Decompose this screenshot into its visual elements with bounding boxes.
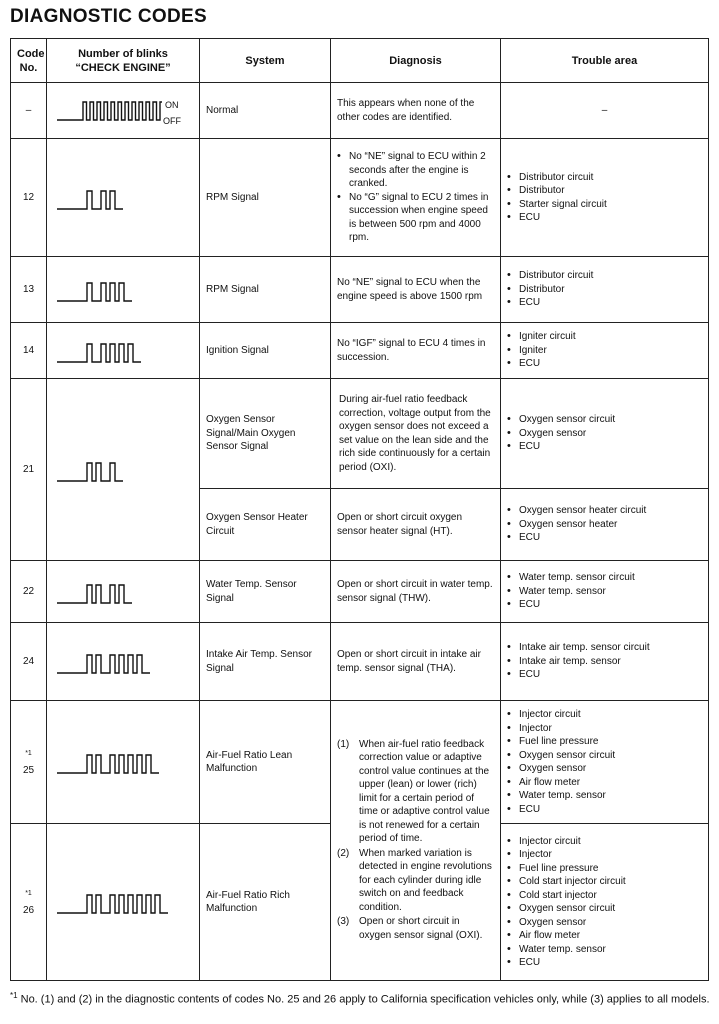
page-title: DIAGNOSTIC CODES (10, 6, 207, 27)
blink-pattern-cell (47, 379, 200, 561)
trouble-item: • Oxygen sensor circuit (507, 413, 702, 427)
blink-pattern-cell (47, 623, 200, 701)
system-cell: RPM Signal (200, 139, 331, 257)
trouble-item: • ECU (507, 440, 702, 454)
trouble-item: • Water temp. sensor (507, 943, 702, 957)
waveform-line (57, 585, 132, 603)
wave-off-label: OFF (163, 115, 181, 126)
trouble-item: • ECU (507, 357, 702, 371)
diagnosis-cell: No “IGF” signal to ECU 4 times in succession. (331, 323, 501, 379)
blink-waveform (53, 647, 194, 677)
diagnosis-item: (1) When air-fuel ratio feedback correction value or adaptive control value continues at the upper (lean) or lower (rich) limit for a certain period of time or adaptive control value is not renewed for a certain period of time. (337, 738, 490, 845)
trouble-item: • Fuel line pressure (507, 862, 702, 876)
trouble-item: • Water temp. sensor (507, 585, 702, 599)
system-cell: Water Temp. Sensor Signal (200, 561, 331, 623)
code-cell: 22 (11, 561, 47, 623)
trouble-item: • Cold start injector (507, 889, 702, 903)
trouble-item: • Air flow meter (507, 929, 702, 943)
table-row (11, 83, 709, 139)
table-row (11, 623, 709, 701)
blink-waveform (53, 94, 194, 128)
waveform-line (57, 283, 132, 301)
blink-waveform (53, 336, 194, 366)
trouble-item: • Oxygen sensor circuit (507, 902, 702, 916)
trouble-item: • Distributor (507, 184, 702, 198)
blink-waveform (53, 455, 194, 485)
table-row (11, 139, 709, 257)
header-system: System (200, 39, 331, 83)
trouble-item: • Igniter circuit (507, 330, 702, 344)
trouble-area-cell (501, 257, 709, 323)
trouble-item: • ECU (507, 956, 702, 970)
diagnosis-cell: Open or short circuit oxygen sensor heater signal (HT). (331, 489, 501, 561)
trouble-item: • Distributor circuit (507, 269, 702, 283)
trouble-item: • Oxygen sensor heater circuit (507, 504, 702, 518)
system-cell: Air-Fuel Ratio Lean Malfunction (200, 701, 331, 824)
trouble-item: • Injector (507, 722, 702, 736)
header-diagnosis: Diagnosis (331, 39, 501, 83)
table-row (11, 561, 709, 623)
blink-waveform (53, 183, 194, 213)
diagnosis-item: • No “NE” signal to ECU within 2 seconds after the engine is cranked. (337, 150, 494, 191)
code-cell: 13 (11, 257, 47, 323)
trouble-item: • Oxygen sensor (507, 762, 702, 776)
code-cell (11, 701, 47, 824)
system-cell: Oxygen Sensor Heater Circuit (200, 489, 331, 561)
waveform-line (57, 191, 123, 209)
code-cell: 12 (11, 139, 47, 257)
trouble-item: • Oxygen sensor (507, 427, 702, 441)
diagnosis-item: • No “G” signal to ECU 2 times in succession when engine speed is between 500 rpm and 4000 rpm. (337, 191, 494, 245)
blink-waveform (53, 887, 194, 917)
header-code: Code No. (11, 39, 47, 83)
header-trouble-area: Trouble area (501, 39, 709, 83)
header-row (11, 39, 709, 83)
trouble-item: • Oxygen sensor heater (507, 518, 702, 532)
trouble-area-cell (501, 139, 709, 257)
footnote-mark: *1 (10, 991, 18, 1000)
trouble-item: • Igniter (507, 344, 702, 358)
diagnostic-codes-table (10, 38, 709, 981)
trouble-area-cell (501, 379, 709, 489)
footnote (10, 989, 710, 1007)
trouble-area-cell (501, 701, 709, 824)
waveform-line (57, 655, 150, 673)
trouble-item: • ECU (507, 211, 702, 225)
code-cell: 14 (11, 323, 47, 379)
trouble-area-cell: – (501, 83, 709, 139)
trouble-item: • Injector circuit (507, 835, 702, 849)
trouble-item: • Injector circuit (507, 708, 702, 722)
header-blinks: Number of blinks “CHECK ENGINE” (47, 39, 200, 83)
waveform-line (57, 463, 123, 481)
system-cell: Intake Air Temp. Sensor Signal (200, 623, 331, 701)
trouble-item: • Oxygen sensor (507, 916, 702, 930)
footnote-mark: *1 (25, 889, 32, 897)
waveform-line (57, 755, 159, 773)
blink-pattern-cell (47, 561, 200, 623)
waveform-line (57, 344, 141, 362)
system-cell: RPM Signal (200, 257, 331, 323)
table-row (11, 379, 709, 489)
waveform-line (57, 102, 162, 120)
trouble-item: • Fuel line pressure (507, 735, 702, 749)
trouble-item: • Distributor (507, 283, 702, 297)
code-cell: 24 (11, 623, 47, 701)
waveform-line (57, 895, 168, 913)
system-cell: Air-Fuel Ratio Rich Malfunction (200, 824, 331, 981)
diagnosis-cell (331, 701, 501, 981)
wave-on-label: ON (165, 99, 179, 110)
trouble-item: • ECU (507, 531, 702, 545)
blink-waveform (53, 577, 194, 607)
code-number: 25 (22, 764, 35, 776)
trouble-area-cell (501, 489, 709, 561)
blink-waveform (53, 747, 194, 777)
trouble-item: • Intake air temp. sensor circuit (507, 641, 702, 655)
trouble-item: • Water temp. sensor (507, 789, 702, 803)
trouble-item: • Starter signal circuit (507, 198, 702, 212)
trouble-area-cell (501, 824, 709, 981)
trouble-area-cell (501, 623, 709, 701)
code-number: 26 (22, 904, 35, 916)
blink-pattern-cell (47, 824, 200, 981)
trouble-item: • Air flow meter (507, 776, 702, 790)
footnote-text: No. (1) and (2) in the diagnostic contents of codes No. 25 and 26 apply to California specification vehicles only, while (3) applies to all models. (20, 993, 710, 1006)
code-cell: – (11, 83, 47, 139)
trouble-item: • Intake air temp. sensor (507, 655, 702, 669)
trouble-item: • Cold start injector circuit (507, 875, 702, 889)
diagnosis-cell: No “NE” signal to ECU when the engine speed is above 1500 rpm (331, 257, 501, 323)
diagnosis-cell (331, 139, 501, 257)
trouble-item: • Distributor circuit (507, 171, 702, 185)
code-cell: 21 (11, 379, 47, 561)
system-cell: Ignition Signal (200, 323, 331, 379)
code-cell (11, 824, 47, 981)
diagnosis-cell: Open or short circuit in intake air temp. sensor signal (THA). (331, 623, 501, 701)
blink-pattern-cell (47, 257, 200, 323)
system-cell: Oxygen Sensor Signal/Main Oxygen Sensor Signal (200, 379, 331, 489)
trouble-item: • Water temp. sensor circuit (507, 571, 702, 585)
trouble-item: • Oxygen sensor circuit (507, 749, 702, 763)
table-row (11, 257, 709, 323)
table-row (11, 323, 709, 379)
trouble-item: • Injector (507, 848, 702, 862)
diagnosis-cell: Open or short circuit in water temp. sensor signal (THW). (331, 561, 501, 623)
diagnosis-item: (2) When marked variation is detected in engine revolutions for each cylinder during idle switch on and feedback condition. (337, 847, 492, 913)
table-row (11, 701, 709, 824)
trouble-item: • ECU (507, 668, 702, 682)
trouble-area-cell (501, 323, 709, 379)
blink-pattern-cell (47, 323, 200, 379)
diagnosis-cell: This appears when none of the other codes are identified. (331, 83, 501, 139)
diagnosis-item: (3) Open or short circuit in oxygen sensor signal (OXI). (337, 916, 483, 941)
footnote-mark: *1 (25, 749, 32, 757)
blink-waveform (53, 275, 194, 305)
blink-pattern-cell (47, 701, 200, 824)
system-cell: Normal (200, 83, 331, 139)
blink-pattern-cell (47, 83, 200, 139)
trouble-item: • ECU (507, 803, 702, 817)
trouble-item: • ECU (507, 296, 702, 310)
diagnosis-cell: During air-fuel ratio feedback correction, voltage output from the oxygen sensor does not exceed a set value on the lean side and the rich side continuously for a certain period (OXI). (331, 379, 501, 489)
blink-pattern-cell (47, 139, 200, 257)
trouble-area-cell (501, 561, 709, 623)
trouble-item: • ECU (507, 598, 702, 612)
